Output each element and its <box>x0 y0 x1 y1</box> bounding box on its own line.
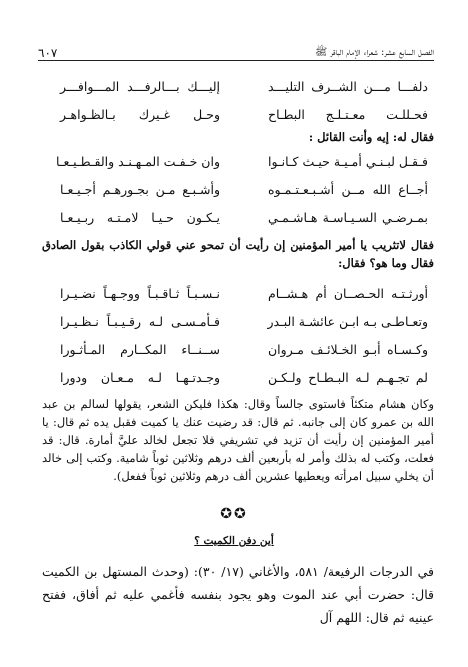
verse-right-hemistich: أورثـتـه الحـصــان أم هـشــام <box>268 286 428 301</box>
verse-right-hemistich: فحـللـت معـتـلـج البطـاح <box>268 107 428 122</box>
verse-left-hemistich: ســنــاء المكــارم المـأثـورا <box>60 342 220 357</box>
verse-line <box>60 176 428 204</box>
verse-left-hemistich: وجـدتـهـا لـه مـعـان ودورا <box>60 370 220 385</box>
verse-left-hemistich: وان خـفـت المـهـنـد والقـطـيـعـا <box>55 154 220 169</box>
paragraph-burial <box>42 560 434 629</box>
verse-right-hemistich: وكـسـاه أبـو الخـلائـف مـروان <box>268 342 428 357</box>
paragraph-text: وكان هشام متكئاً فاستوى جالساً وقال: هكذا فليكن الشعر، يقولها لسالم بن عبد الله بن عمرو كان إلى جانبه. ثم قال: قد رضيت عنك يا كميت فقبل يده ثم قال: يا أمير المؤمنين إن رأيت أن تزيد في تشريفي فلا تجعل لخالد عليَّ أمارة. قال: قد فعلت، وكتب له بذلك وأمر له بأربعين ألف درهم وثلاثين ثوباً شامية. وكتب إلى خالد أن يخلي سبيل امرأته ويعطيها عشرين ألف درهم وثلاثين ثوباً ففعل). <box>42 397 434 483</box>
verse-left-hemistich: فـأمـسـى لـه رقـيـبـاً نـظـيـرا <box>60 314 220 329</box>
paragraph-response <box>42 236 434 272</box>
poem-block-2 <box>55 148 428 232</box>
verse-line <box>55 148 428 176</box>
paragraph-narration <box>42 395 434 485</box>
paragraph-text: في الدرجات الرفيعة/ ٥٨١، والأغاني (١٧/ ٣٠): (وحدث المستهل بن الكميت قال: حضرت أبي عند الموت وهو يجود بنفسه فأغمي عليه ثم أفاق، ففتح عينيه ثم قال: اللهم آل <box>42 564 435 625</box>
verse-right-hemistich: لم تجـهـم لـه البـطـاح ولـكـن <box>268 370 428 385</box>
verse-line <box>60 364 428 392</box>
poem-block-1 <box>60 73 428 129</box>
verse-left-hemistich: إليـــك بـــالرفـــد المـــوافـــر <box>60 79 220 94</box>
page-header <box>38 44 434 61</box>
verse-right-hemistich: فـقـل لبـنـي أمـيـة حيـث كـانـوا <box>268 154 428 169</box>
paragraph-text: فقال لاتثريب يا أمير المؤمنين إن رأيت أن تمحو عني قولي الكاذب بقول الصادق فقال وما هو؟ فقال: <box>42 238 434 270</box>
verse-right-hemistich: بمـرضـي السـيـاسـة هـاشـمـي <box>268 210 428 225</box>
verse-line <box>60 204 428 232</box>
verse-line <box>60 101 428 129</box>
verse-line <box>60 280 428 308</box>
section-heading: أين دفن الكميت ؟ <box>194 535 274 547</box>
verse-right-hemistich: أجــاع الله مــن أشـبـعـتـمـوه <box>268 182 428 197</box>
paragraph-text: فقال له: إيه وأنت القائل : <box>308 130 434 144</box>
verse-left-hemistich: نـسـبـاً ثـاقـبـاً ووجـهـاً نضـيـرا <box>60 286 220 301</box>
verse-left-hemistich: وأشـبـع مـن بجـورهـم أجـيـعـا <box>60 182 220 197</box>
chapter-title: الفصل السابع عشر: شعراء الإمام الباقر ﷺ <box>315 47 434 58</box>
verse-right-hemistich: دلفـــا مـــن الشــرف التليـــد <box>268 79 428 94</box>
verse-left-hemistich: وحـل غـيرك بـالظـواهـر <box>60 107 220 122</box>
section-separator: ✪✪ <box>220 506 248 522</box>
verse-line <box>60 73 428 101</box>
verse-line <box>60 336 428 364</box>
paragraph-intro <box>42 128 434 146</box>
verse-left-hemistich: يـكـون حـيـا لامـتـه ربـيـعـا <box>60 210 220 225</box>
page-number: ٦٠٧ <box>38 46 58 60</box>
poem-block-3 <box>60 280 428 392</box>
verse-line <box>60 308 428 336</box>
verse-right-hemistich: وتعـاطـى بـه ابـن عائشـة البـدر <box>267 314 428 329</box>
